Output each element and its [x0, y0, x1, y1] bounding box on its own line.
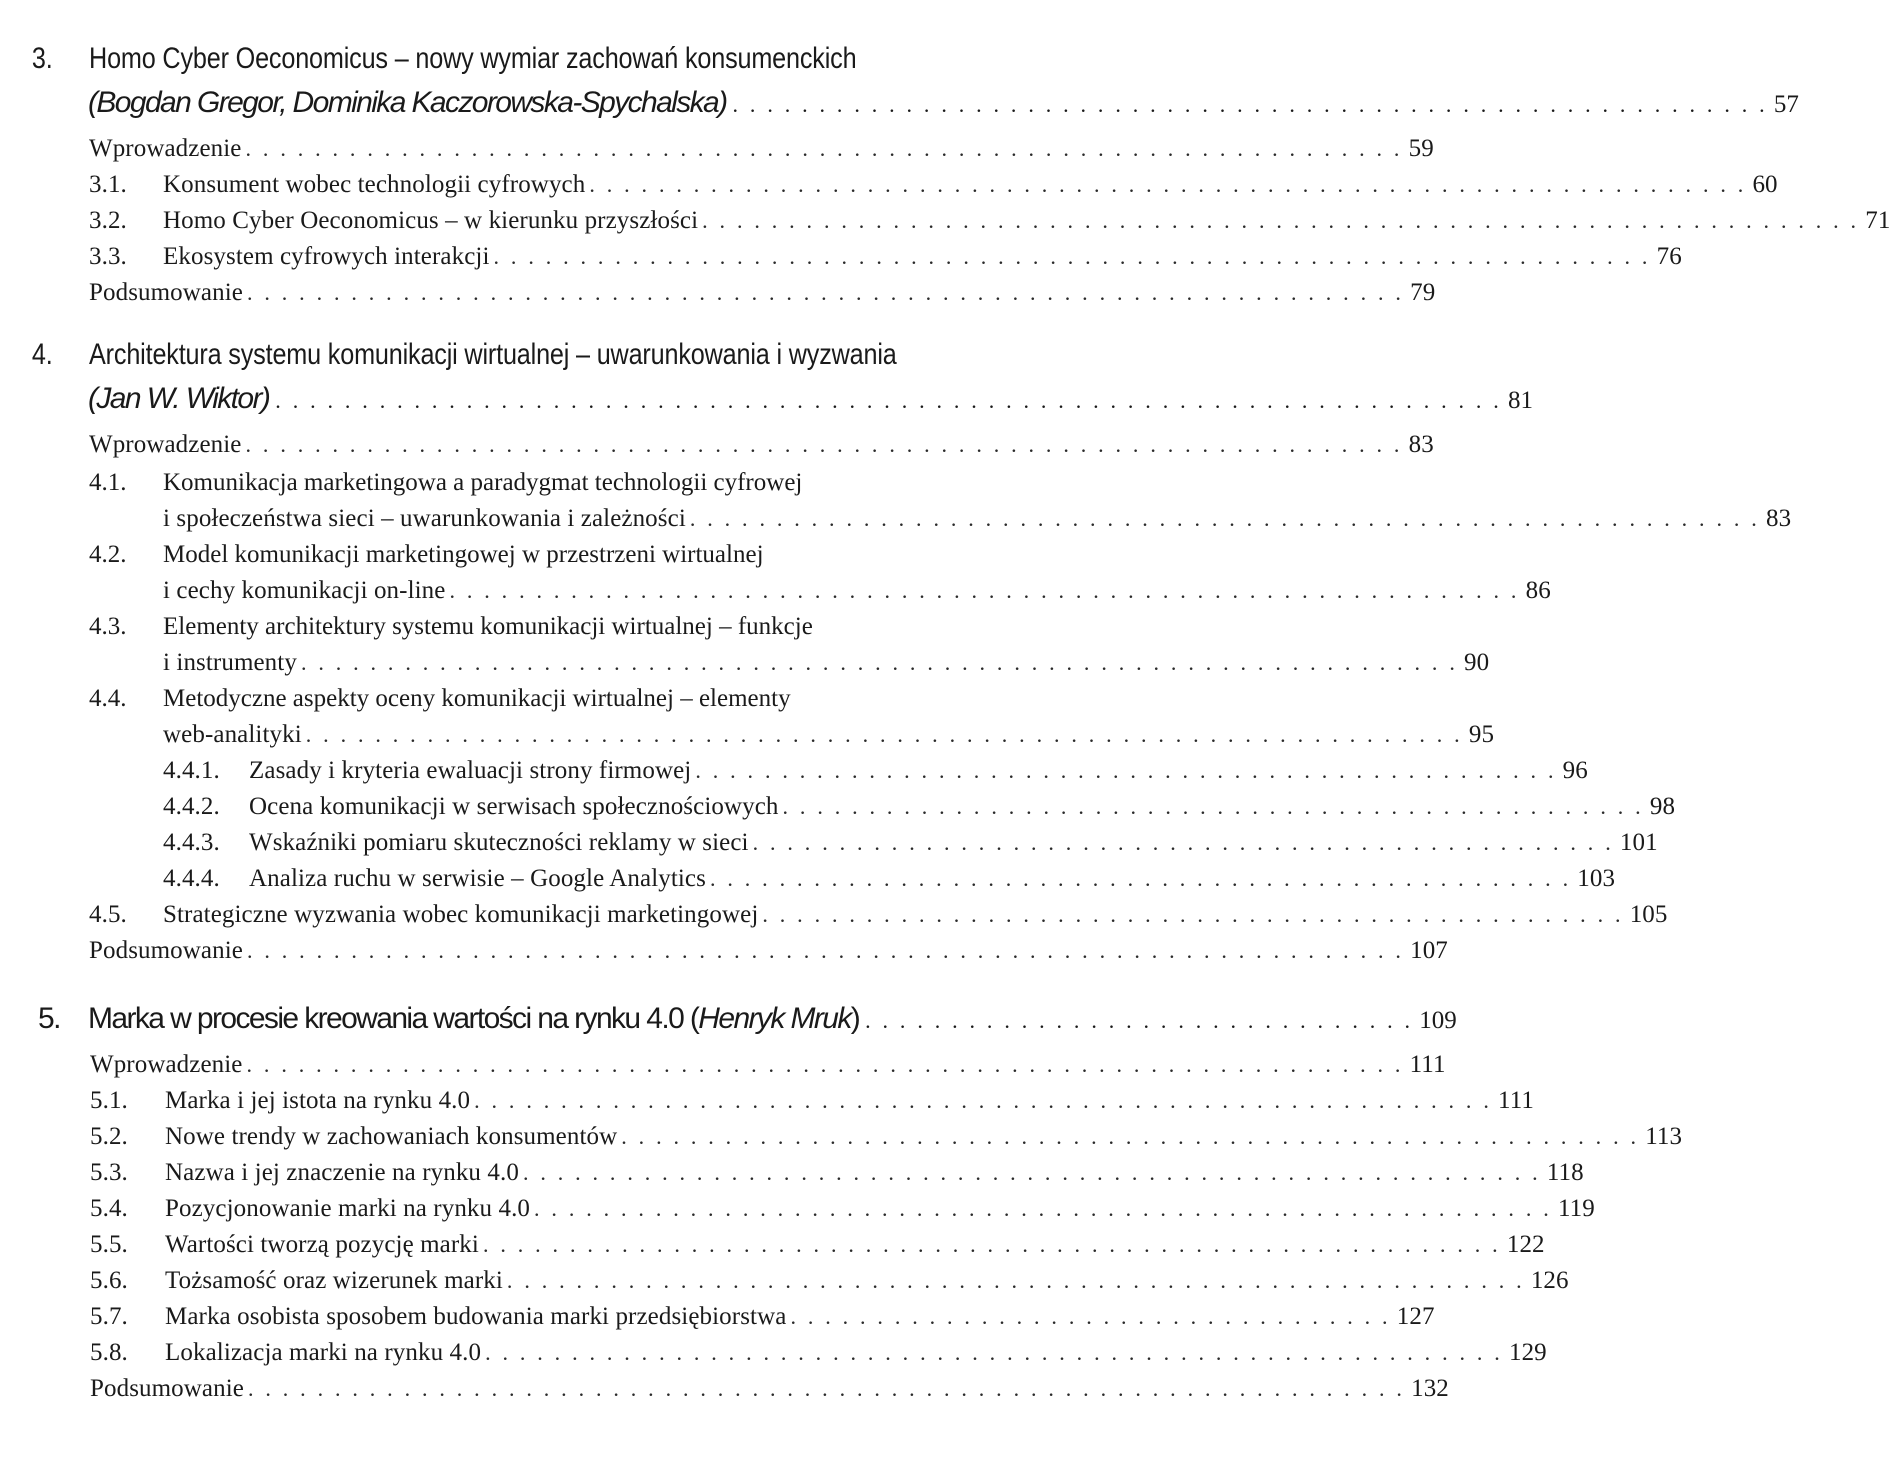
- leader-dots: . . . . . . . . . . . . . . . . . . . . . . . . . . . . . . . . . . . . . . . . . . . . . . . . . . . . . . . . . . .: [474, 1088, 1493, 1113]
- chapter-author: (Jan W. Wiktor): [88, 382, 270, 415]
- entry-page: 111: [1409, 1051, 1446, 1078]
- toc-entry: [89, 242, 1682, 272]
- entry-text: Zasady i kryteria ewaluacji strony firmowej: [249, 757, 692, 784]
- entry-page: 71: [1865, 207, 1890, 234]
- entry-page: 79: [1410, 279, 1436, 306]
- chapter-author: Henryk Mruk: [698, 1002, 851, 1035]
- entry-page: 98: [1649, 793, 1676, 820]
- entry-text: i cechy komunikacji on-line: [163, 577, 446, 604]
- leader-dots: . . . . . . . . . . . . . . . . . . . . . . . . . . . . . . . . . . . . . . . . . . . . . . . . . . . . . . . . . . . . . . . . . . .: [245, 136, 1403, 161]
- toc-entry: [89, 430, 1434, 460]
- entry-text: Wprowadzenie: [89, 135, 242, 162]
- entry-text-line1: Model komunikacji marketingowej w przestrzeni wirtualnej: [163, 541, 764, 568]
- entry-page: 101: [1619, 829, 1658, 856]
- leader-dots: . . . . . . . . . . . . . . . . . . . . . . . . . . . . . . . . . . . . . . . . . . . . . . . . . . . . . . . . . . .: [621, 1124, 1640, 1149]
- chapter-author-row: [88, 86, 1799, 122]
- entry-page: 59: [1408, 135, 1434, 162]
- entry-page: 118: [1546, 1159, 1584, 1186]
- leader-dots: . . . . . . . . . . . . . . . . . . . . . . . . . . . . . . . . . . . . . . . . . . . . . . . . . . . . . . . . . . . . . . . . . . .: [493, 244, 1651, 269]
- toc-entry: [90, 1086, 1534, 1116]
- chapter-title: Marka w procesie kreowania wartości na rynku 4.0: [88, 1002, 684, 1035]
- chapter-page: 57: [1773, 91, 1799, 118]
- leader-dots: . . . . . . . . . . . . . . . . . . . . . . . . . . . . . . . . . . . . . . . . . . . . . . . . . . . . . . . . . . .: [485, 1340, 1503, 1365]
- entry-text: Wprowadzenie: [89, 431, 242, 458]
- entry-text: Podsumowanie: [89, 279, 243, 306]
- entry-text-line1: Komunikacja marketingowa a paradygmat technologii cyfrowej: [163, 469, 803, 496]
- toc-entry: [89, 936, 1448, 966]
- entry-page: 113: [1645, 1123, 1683, 1150]
- leader-dots: . . . . . . . . . . . . . . . . . . . . . . . . . . . . . . . . . . .: [790, 1304, 1391, 1329]
- entry-page: 96: [1562, 757, 1588, 784]
- toc-entry: [163, 828, 1658, 858]
- entry-number: 5.4.: [90, 1195, 128, 1222]
- chapter-number: 3.: [31, 42, 53, 75]
- entry-page: 83: [1408, 431, 1434, 458]
- entry-number: 5.8.: [90, 1339, 128, 1366]
- entry-page: 111: [1498, 1087, 1534, 1114]
- entry-text: Wprowadzenie: [90, 1051, 243, 1078]
- toc-entry: [89, 900, 1668, 930]
- chapter-number: 4.: [31, 338, 53, 371]
- entry-text: Marka i jej istota na rynku 4.0: [165, 1087, 471, 1114]
- toc-entry: [89, 278, 1436, 308]
- entry-number: 4.4.1.: [163, 757, 220, 784]
- entry-text: i instrumenty: [163, 649, 297, 676]
- entry-text: Nazwa i jej znaczenie na rynku 4.0: [165, 1159, 519, 1186]
- toc-entry: [90, 1266, 1569, 1296]
- leader-dots: . . . . . . . . . . . . . . . . . . . . . . . . . . . . . . . . . . . . . . . . . . . . . . . . . . . . . . . . . . . . . . . . . . .: [702, 208, 1860, 233]
- chapter-author: (Bogdan Gregor, Dominika Kaczorowska-Spychalska): [88, 86, 727, 119]
- entry-text: Konsument wobec technologii cyfrowych: [163, 171, 586, 198]
- entry-number: 5.1.: [90, 1087, 128, 1114]
- leader-dots: . . . . . . . . . . . . . . . . . . . . . . . . . . . . . . . . . . . . . . . . . . . . . . . . . . . . . . . . . . . . . . . . . . .: [246, 1052, 1404, 1077]
- entry-text: Ocena komunikacji w serwisach społecznościowych: [249, 793, 779, 820]
- leader-dots: . . . . . . . . . . . . . . . . . . . . . . . . . . . . . . . . . . . . . . . . . . . . . . . . . .: [695, 758, 1557, 783]
- entry-number: 4.2.: [89, 541, 127, 568]
- toc-entry: [90, 1158, 1584, 1188]
- entry-page: 122: [1506, 1231, 1545, 1258]
- leader-dots: . . . . . . . . . . . . . . . . . . . . . . . . . . . . . . . . . . . . . . . . . . . . . . . . . . . . . . . . . . . . . . . . . . .: [247, 1376, 1406, 1401]
- entry-page: 76: [1656, 243, 1682, 270]
- entry-page: 119: [1557, 1195, 1595, 1222]
- toc-entry: [90, 1374, 1449, 1404]
- leader-dots: . . . . . . . . . . . . . . . . . . . . . . . . . . . . . . . . . . . . . . . . . . . . . . . . . .: [752, 830, 1614, 855]
- leader-dots: . . . . . . . . . . . . . . . . . . . . . . . . . . . . . . . .: [865, 1008, 1414, 1033]
- entry-page: 105: [1629, 901, 1668, 928]
- entry-text: Tożsamość oraz wizerunek marki: [165, 1267, 503, 1294]
- toc-entry: [89, 134, 1434, 164]
- toc-entry: [163, 504, 1792, 534]
- toc-entry: [90, 1050, 1446, 1080]
- entry-page: 127: [1396, 1303, 1435, 1330]
- entry-number: 5.3.: [90, 1159, 128, 1186]
- toc-entry: [89, 170, 1778, 200]
- entry-number: 3.3.: [89, 243, 127, 270]
- entry-text-line1: Elementy architektury systemu komunikacji wirtualnej – funkcje: [163, 613, 813, 640]
- entry-number: 5.5.: [90, 1231, 128, 1258]
- entry-text: web-analityki: [163, 721, 302, 748]
- entry-text: Nowe trendy w zachowaniach konsumentów: [165, 1123, 618, 1150]
- leader-dots: . . . . . . . . . . . . . . . . . . . . . . . . . . . . . . . . . . . . . . . . . . . . . . . . . . . . . . . . . . .: [534, 1196, 1552, 1221]
- entry-number: 4.1.: [89, 469, 127, 496]
- leader-dots: . . . . . . . . . . . . . . . . . . . . . . . . . . . . . . . . . . . . . . . . . . . . . . . . . . . . . . . . . . . . . .: [689, 506, 1760, 531]
- entry-text: Pozycjonowanie marki na rynku 4.0: [165, 1195, 531, 1222]
- entry-number: 4.4.2.: [163, 793, 220, 820]
- entry-text: Lokalizacja marki na rynku 4.0: [165, 1339, 482, 1366]
- chapter-heading: [0, 42, 942, 78]
- entry-text-line1: Metodyczne aspekty oceny komunikacji wirtualnej – elementy: [163, 685, 791, 712]
- toc-entry: [163, 720, 1495, 750]
- entry-page: 60: [1752, 171, 1778, 198]
- entry-text: Ekosystem cyfrowych interakcji: [163, 243, 490, 270]
- toc-entry: [89, 206, 1890, 236]
- toc-entry: [163, 576, 1551, 606]
- entry-number: 3.1.: [89, 171, 127, 198]
- leader-dots: . . . . . . . . . . . . . . . . . . . . . . . . . . . . . . . . . . . . . . . . . . . . . . . . . . . . . . . . . . . . . . . . . . . . . . .: [275, 388, 1502, 413]
- entry-number: 4.4.3.: [163, 829, 220, 856]
- entry-number: 5.2.: [90, 1123, 128, 1150]
- chapter-heading: [38, 1002, 1457, 1038]
- entry-page: 86: [1525, 577, 1551, 604]
- toc-entry: [163, 792, 1676, 822]
- entry-number: 4.4.4.: [163, 865, 220, 892]
- toc-entry: [90, 1230, 1545, 1260]
- entry-number: 4.5.: [89, 901, 127, 928]
- chapter-heading: [0, 338, 942, 374]
- chapter-author-row: [88, 382, 1533, 418]
- leader-dots: . . . . . . . . . . . . . . . . . . . . . . . . . . . . . . . . . . . . . . . . . . . . . . . . . .: [762, 902, 1624, 927]
- entry-number: 5.7.: [90, 1303, 128, 1330]
- entry-page: 83: [1765, 505, 1792, 532]
- leader-dots: . . . . . . . . . . . . . . . . . . . . . . . . . . . . . . . . . . . . . . . . . . . . . . . . . .: [782, 794, 1644, 819]
- entry-text: Podsumowanie: [90, 1375, 244, 1402]
- chapter-3: [0, 42, 1890, 306]
- leader-dots: . . . . . . . . . . . . . . . . . . . . . . . . . . . . . . . . . . . . . . . . . . . . . . . . . . . . . . . . . . .: [522, 1160, 1541, 1185]
- entry-text: Homo Cyber Oeconomicus – w kierunku przyszłości: [163, 207, 699, 234]
- chapter-title: Architektura systemu komunikacji wirtualnej – uwarunkowania i wyzwania: [89, 338, 897, 371]
- entry-text: Marka osobista sposobem budowania marki przedsiębiorstwa: [165, 1303, 787, 1330]
- entry-page: 90: [1464, 649, 1490, 676]
- toc-entry: [90, 1122, 1683, 1152]
- chapter-4: [0, 338, 1792, 964]
- entry-number: 5.6.: [90, 1267, 128, 1294]
- toc-entry: [163, 864, 1616, 894]
- chapter-title: Homo Cyber Oeconomicus – nowy wymiar zachowań konsumenckich: [89, 42, 857, 75]
- entry-text: Wskaźniki pomiaru skuteczności reklamy w sieci: [249, 829, 749, 856]
- toc-entry: [90, 1338, 1547, 1368]
- toc-entry: [90, 1194, 1595, 1224]
- leader-dots: . . . . . . . . . . . . . . . . . . . . . . . . . . . . . . . . . . . . . . . . . . . . . . . . . . . . . . . . . . . . . . . . . . .: [589, 172, 1747, 197]
- chapter-page: 109: [1419, 1007, 1457, 1034]
- entry-page: 103: [1577, 865, 1616, 892]
- entry-number: 4.4.: [89, 685, 127, 712]
- entry-text: Analiza ruchu w serwisie – Google Analytics: [249, 865, 706, 892]
- leader-dots: . . . . . . . . . . . . . . . . . . . . . . . . . . . . . . . . . . . . . . . . . . . . . . . . . . . . . . . . . . .: [506, 1268, 1525, 1293]
- leader-dots: . . . . . . . . . . . . . . . . . . . . . . . . . . . . . . . . . . . . . . . . . . . . . . . . . . . . . . . . . . . .: [732, 92, 1768, 117]
- leader-dots: . . . . . . . . . . . . . . . . . . . . . . . . . . . . . . . . . . . . . . . . . . . . . . . . . . . . . . . . . . . . . .: [449, 578, 1520, 603]
- leader-dots: . . . . . . . . . . . . . . . . . . . . . . . . . . . . . . . . . . . . . . . . . . . . . . . . . . . . . . . . . . . . . . . . . . .: [246, 280, 1405, 305]
- leader-dots: . . . . . . . . . . . . . . . . . . . . . . . . . . . . . . . . . . . . . . . . . . . . . . . . . . . . . . . . . . .: [482, 1232, 1501, 1257]
- chapter-title-author: Marka w procesie kreowania wartości na rynku 4.0 (Henryk Mruk): [88, 1002, 860, 1035]
- leader-dots: . . . . . . . . . . . . . . . . . . . . . . . . . . . . . . . . . . . . . . . . . . . . . . . . . . . . . . . . . . . . . . . . . . .: [245, 432, 1403, 457]
- entry-page: 107: [1410, 937, 1448, 964]
- entry-number: 3.2.: [89, 207, 127, 234]
- chapter-number: 5.: [38, 1002, 60, 1035]
- entry-page: 132: [1411, 1375, 1449, 1402]
- entry-page: 129: [1508, 1339, 1547, 1366]
- toc-entry: [163, 756, 1588, 786]
- leader-dots: . . . . . . . . . . . . . . . . . . . . . . . . . . . . . . . . . . . . . . . . . . . . . . . . . . . . . . . . . . . . . . . . . . .: [246, 938, 1405, 963]
- toc-entry: [163, 648, 1490, 678]
- leader-dots: . . . . . . . . . . . . . . . . . . . . . . . . . . . . . . . . . . . . . . . . . . . . . . . . . .: [709, 866, 1572, 891]
- entry-number: 4.3.: [89, 613, 127, 640]
- toc-entry: [90, 1302, 1435, 1332]
- entry-text: Wartości tworzą pozycję marki: [165, 1231, 479, 1258]
- chapter-page: 81: [1508, 387, 1533, 414]
- entry-page: 126: [1530, 1267, 1569, 1294]
- entry-text: i społeczeństwa sieci – uwarunkowania i zależności: [163, 505, 686, 532]
- entry-page: 95: [1468, 721, 1495, 748]
- leader-dots: . . . . . . . . . . . . . . . . . . . . . . . . . . . . . . . . . . . . . . . . . . . . . . . . . . . . . . . . . . . . . . . . . . .: [305, 722, 1463, 747]
- entry-text: Strategiczne wyzwania wobec komunikacji marketingowej: [163, 901, 759, 928]
- leader-dots: . . . . . . . . . . . . . . . . . . . . . . . . . . . . . . . . . . . . . . . . . . . . . . . . . . . . . . . . . . . . . . . . . . .: [300, 650, 1459, 675]
- entry-text: Podsumowanie: [89, 937, 243, 964]
